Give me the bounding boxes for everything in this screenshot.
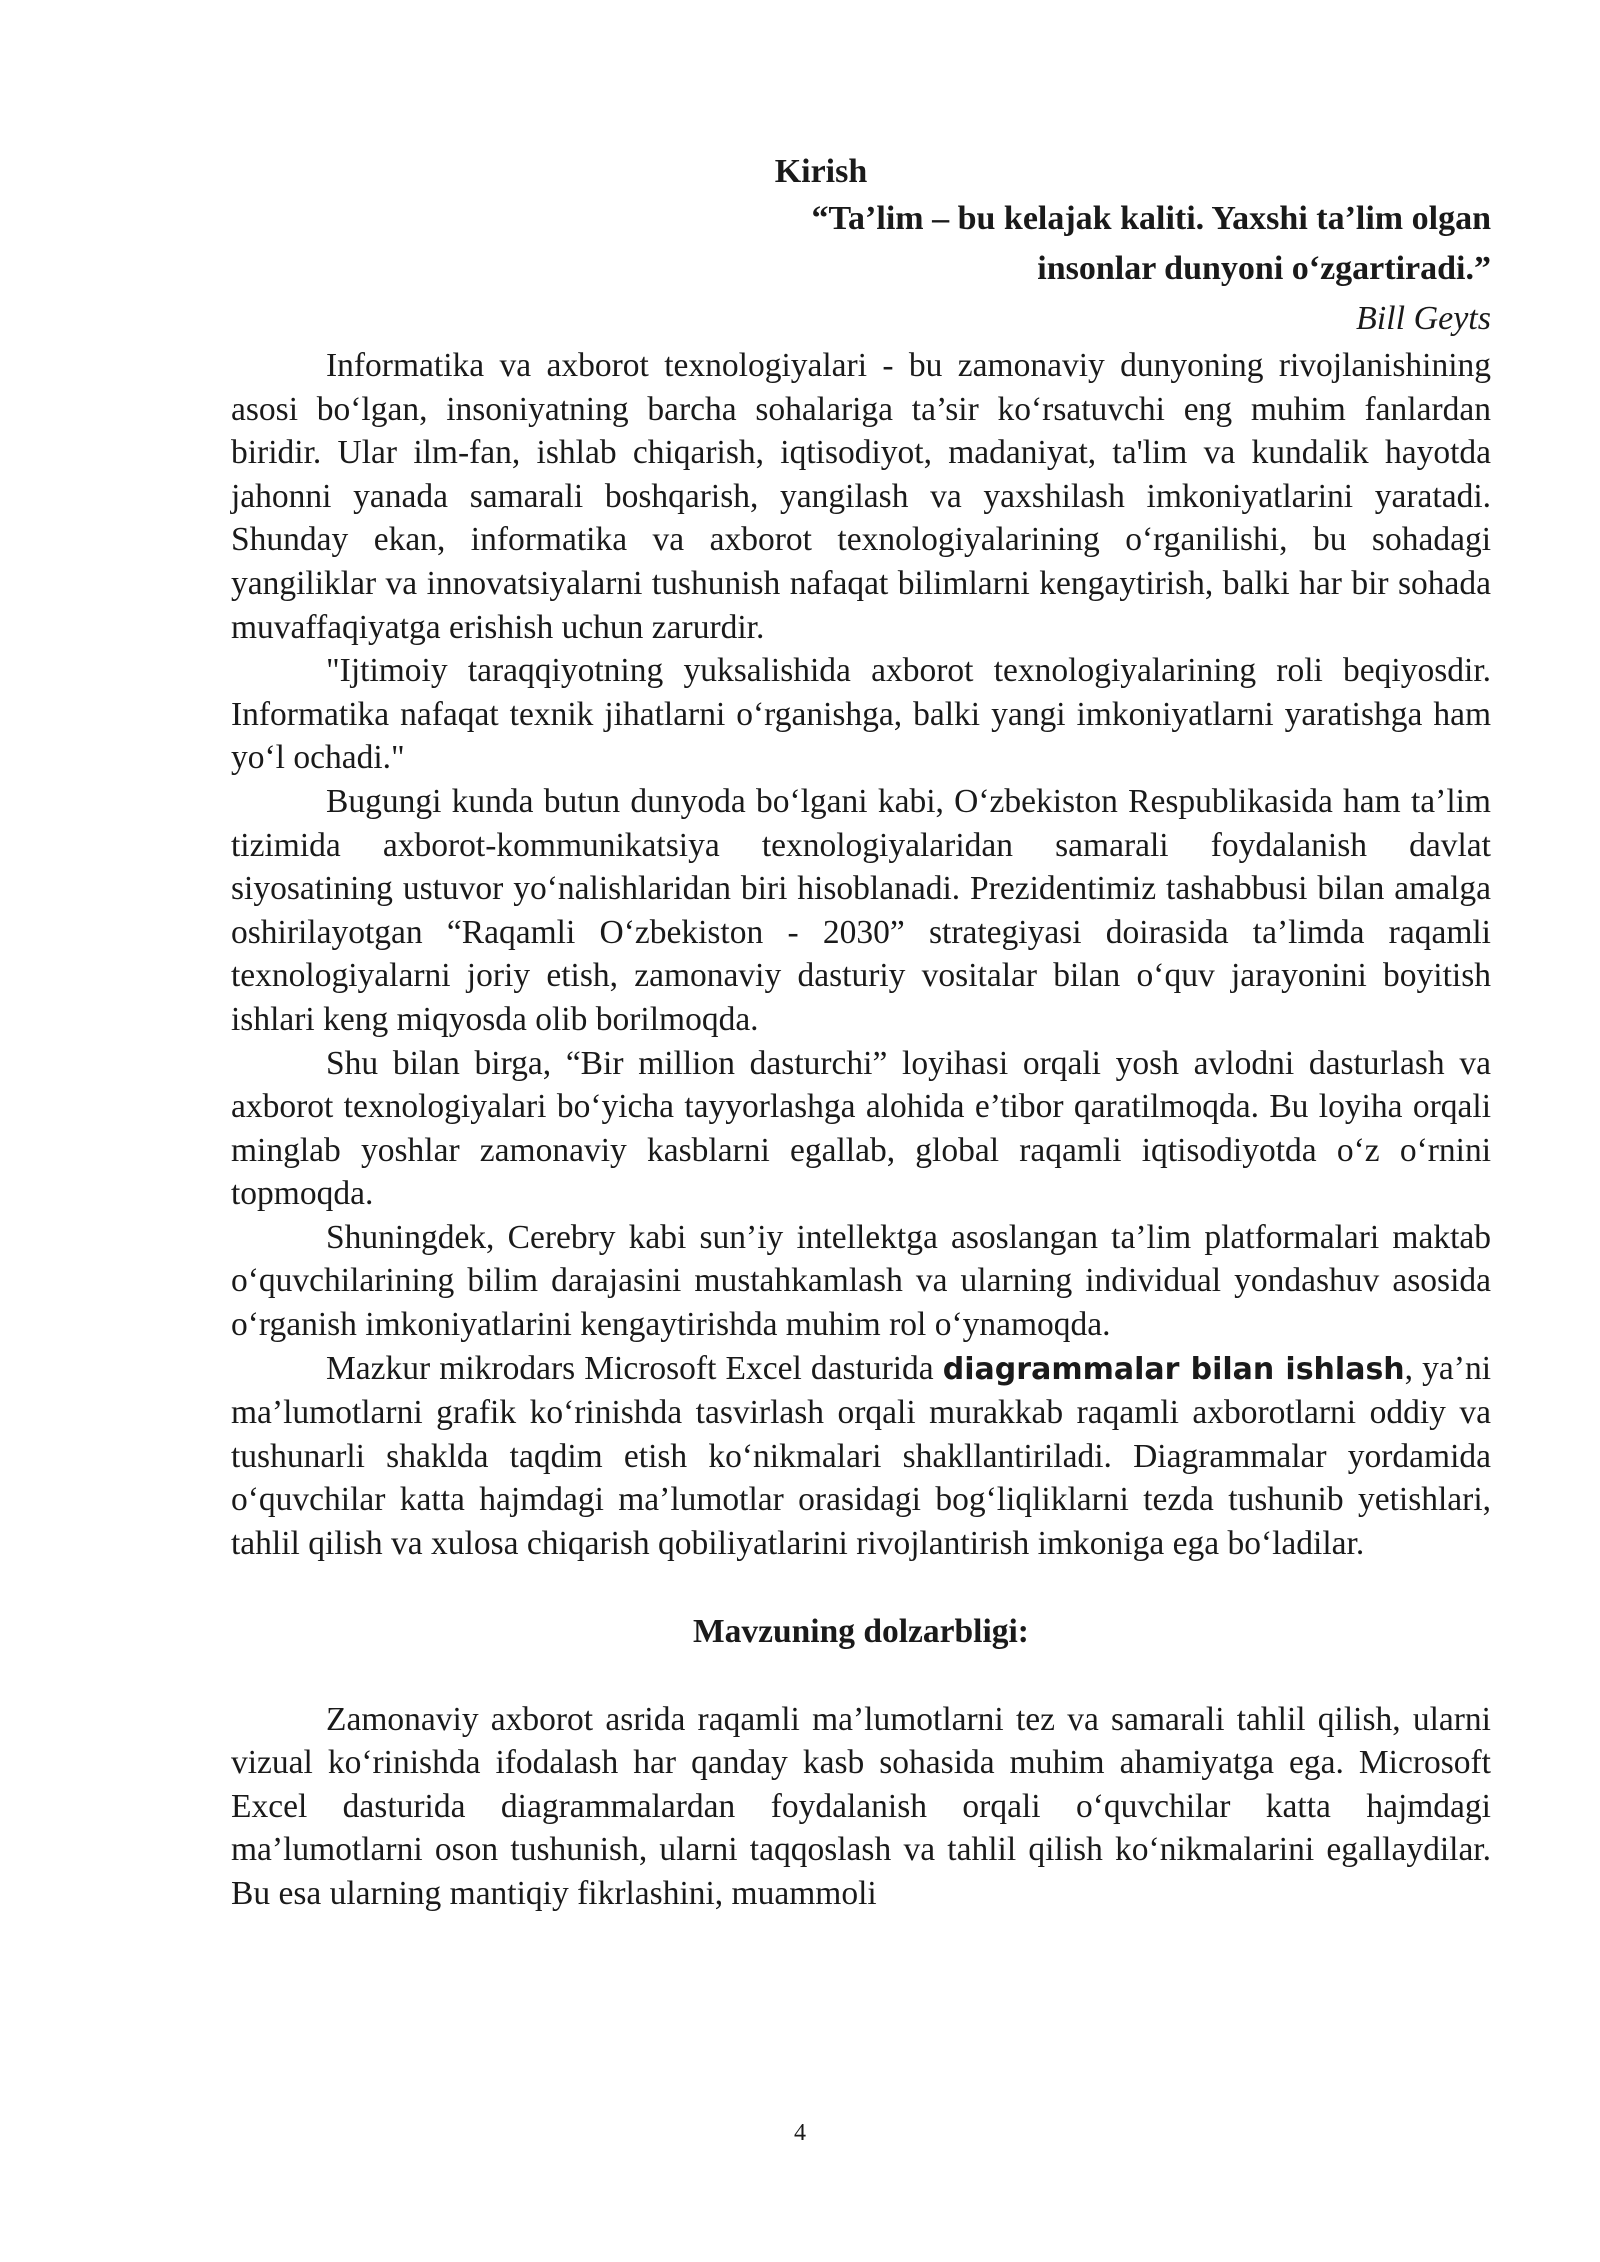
- epigraph-author: Bill Geyts: [1355, 300, 1491, 337]
- epigraph-line-2: insonlar dunyoni o‘zgartiradi.”: [1037, 250, 1491, 287]
- page-number: 4: [794, 2120, 806, 2146]
- paragraph-relevance: Zamonaviy axborot asrida raqamli ma’lumotlarni tez va samarali tahlil qilish, ularni vizual ko‘rinishda ifodalash har qanday kasb sohasida muhim ahamiyatga ega. Microsoft Excel dasturida diagrammalardan foydalanish orqali o‘quvchilar katta hajmdagi ma’lumotlarni oson tushunish, ularni taqqoslash va tahlil qilish ko‘nikmalarini egallaydilar. Bu esa ularning mantiqiy fikrlashini, muammoli: [231, 1700, 1491, 1912]
- paragraph-text: , ya’ni ma’lumotlarni grafik ko‘rinishda tasvirlash orqali murakkab raqamli axborotlarni oddiy va tushunarli shaklda taqdim etish ko‘nikmalari shakllantiriladi. Diagrammalar yordamida o‘quvchilar katta hajmdagi ma’lumotlar orasidagi bog‘liqliklarni tezda tushunib yetishlari, tahlil qilish va xulosa chiqarish qobiliyatlarini rivojlantirish imkoniga ega bo‘ladilar.: [231, 1349, 1491, 1563]
- paragraph: "Ijtimoiy taraqqiyotning yuksalishida axborot texnologiyalarining roli beqiyosdir. Informatika nafaqat texnik jihatlarni o‘rganishga, balki yangi imkoniyatlarni yaratishga ham yo‘l ochadi.": [231, 652, 1491, 777]
- paragraph-text: Mazkur mikrodars Microsoft Excel dasturida: [326, 1349, 943, 1387]
- paragraph: Shu bilan birga, “Bir million dasturchi” loyihasi orqali yosh avlodni dasturlash va axborot texnologiyalari bo‘yicha tayyorlashga alohida e’tibor qaratilmoqda. Bu loyiha orqali minglab yoshlar zamonaviy kasblarni egallab, global raqamli iqtisodiyotda o‘z o‘rnini topmoqda.: [231, 1044, 1491, 1213]
- section-title-introduction: Kirish: [774, 153, 868, 190]
- paragraph-microlesson: [231, 1347, 1491, 1566]
- section-title-relevance: Mavzuning dolzarbligi:: [693, 1612, 1029, 1650]
- document-page: [231, 150, 1491, 1916]
- epigraph-line-1: “Ta’lim – bu kelajak kaliti. Yaxshi ta’lim olgan: [811, 200, 1491, 237]
- paragraph: Shuningdek, Cerebry kabi sun’iy intellektga asoslangan ta’lim platformalari maktab o‘quvchilarining bilim darajasini mustahkamlash va ularning individual yondashuv asosida o‘rganish imkoniyatlarini kengaytirishda muhim rol o‘ynamoqda.: [231, 1218, 1491, 1344]
- paragraph: Bugungi kunda butun dunyoda bo‘lgani kabi, O‘zbekiston Respublikasida ham ta’lim tizimida axborot-kommunikatsiya texnologiyalaridan samarali foydalanish davlat siyosatining ustuvor yo‘nalishlaridan biri hisoblanadi. Prezidentimiz tashabbusi bilan amalga oshirilayotgan “Raqamli O‘zbekiston - 2030” strategiyasi doirasida ta’limda raqamli texnologiyalarni joriy etish, zamonaviy dasturiy vositalar bilan o‘quv jarayonini boyitish ishlari keng miqyosda olib borilmoqda.: [231, 782, 1491, 1038]
- bold-phrase: diagrammalar bilan ishlash: [942, 1351, 1405, 1387]
- paragraph: Informatika va axborot texnologiyalari - bu zamonaviy dunyoning rivojlanishining asosi bo‘lgan, insoniyatning barcha sohalariga ta’sir ko‘rsatuvchi eng muhim fanlardan biridir. Ular ilm-fan, ishlab chiqarish, iqtisodiyot, madaniyat, ta'lim va kundalik hayotda jahonni yanada samarali boshqarish, yangilash va yaxshilash imkoniyatlarini yaratadi. Shunday ekan, informatika va axborot texnologiyalarining o‘rganilishi, bu sohadagi yangiliklar va innovatsiyalarni tushunish nafaqat bilimlarni kengaytirish, balki har bir sohada muvaffaqiyatga erishish uchun zarurdir.: [231, 347, 1491, 646]
